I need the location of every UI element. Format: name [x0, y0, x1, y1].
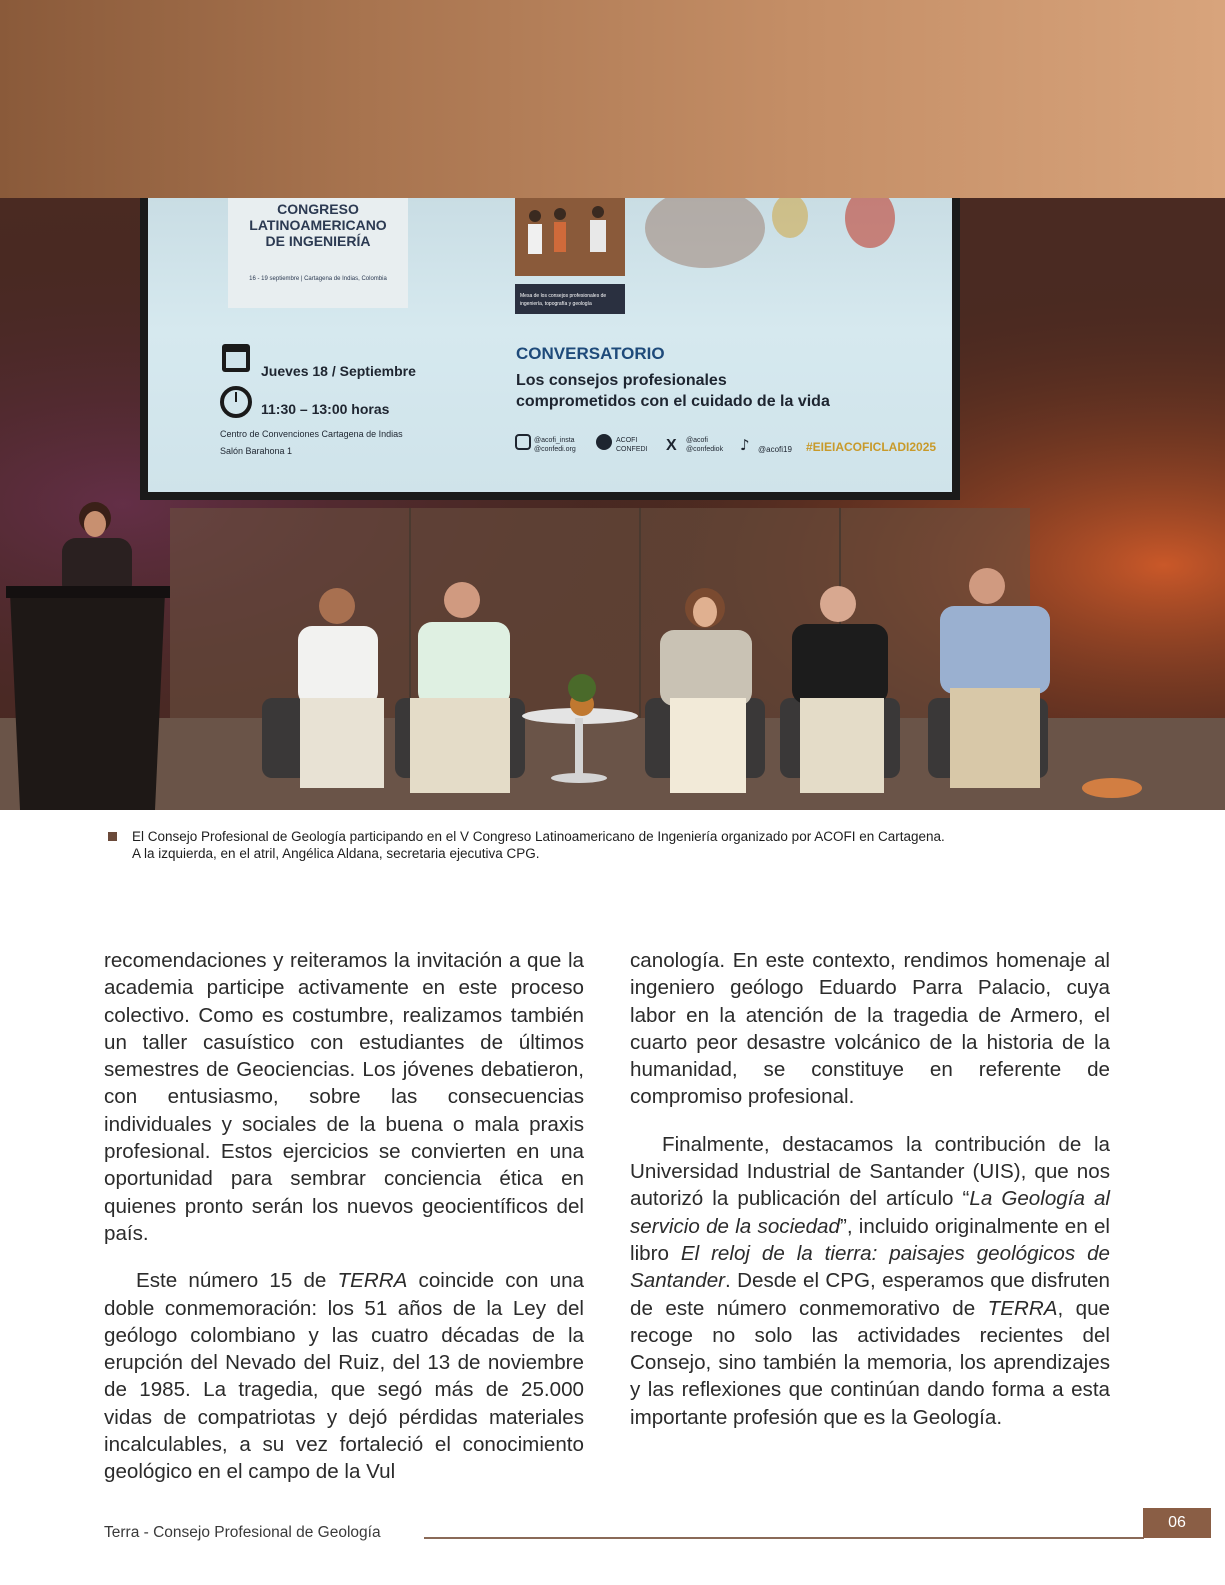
- caption-line-2: A la izquierda, en el atril, Angélica Aldana, secretaria ejecutiva CPG.: [132, 846, 540, 861]
- right-paragraph-1: canología. En este contexto, rendimos homenaje al ingeniero geólogo Eduardo Parra Palacio, cuya labor en la atención de la tragedia de Armero, el cuarto peor desastre volcánico de la historia de la humanidad, se constituye en referente de compromiso profesional.: [630, 949, 1110, 1109]
- left-p2-italic: TERRA: [337, 1269, 408, 1293]
- left-paragraph-2: [104, 1267, 584, 1485]
- event-photo-illustration: [0, 198, 1225, 810]
- screen-mesa-text-1: Mesa de los consejos profesionales de: [520, 293, 607, 299]
- screen-social-x-1: @acofi: [686, 437, 708, 444]
- screen-date-line: Jueves 18 / Septiembre: [261, 363, 416, 379]
- decorative-top-band: [0, 0, 1225, 198]
- caption-bullet-icon: [108, 832, 117, 841]
- event-photo: [0, 198, 1225, 810]
- screen-congress-title-3: DE INGENIERÍA: [265, 233, 371, 249]
- screen-venue-line-1: Centro de Convenciones Cartagena de Indias: [220, 429, 403, 439]
- right-p2-text-c: . Desde el CPG, esperamos que disfruten de este número conmemorativo de: [630, 1269, 1110, 1320]
- right-column: [630, 947, 1110, 1451]
- screen-social-tiktok: @acofi19: [758, 445, 792, 454]
- right-p2-italic-3: TERRA: [987, 1296, 1058, 1320]
- footer-rule: [424, 1537, 1144, 1539]
- screen-subtitle-2: comprometidos con el cuidado de la vida: [516, 393, 830, 410]
- right-p2-text-a: Finalmente, destacamos la contribución de la Universidad Industrial de Santander (UIS), que nos autorizó la publicación del artículo “: [630, 1132, 1110, 1211]
- left-paragraph-1: recomendaciones y reiteramos la invitación a que la academia participe activamente en este proceso colectivo. Como es costumbre, realizamos también un taller casuístico con estudiantes de últimos semestres de Geociencias. Los jóvenes debatieron, con entusiasmo, sobre las consecuencias individuales y sociales de la buena o mala praxis profesional. Estos ejercicios se convierten en una oportunidad para sembrar conciencia ética en quienes pronto serán los nuevos geocientíficos del país.: [104, 949, 584, 1245]
- screen-congress-title-1: CONGRESO: [277, 201, 359, 217]
- screen-subtitle-1: Los consejos profesionales: [516, 372, 727, 389]
- screen-social-fb-1: ACOFI: [616, 437, 638, 444]
- screen-mesa-text-2: ingeniería, topografía y geología: [520, 301, 592, 307]
- screen-time-line: 11:30 – 13:00 horas: [261, 401, 390, 417]
- screen-hashtag: #EIEIACOFICLADI2025: [806, 440, 937, 454]
- right-p2-text-b: ”, incluido originalmente en el libro: [630, 1214, 1110, 1265]
- left-p2-text-b: coincide con una doble conmemoración: los 51 años de la Ley del geólogo colombiano y las cuatro décadas de la erupción del Nevado del Ruiz, del 13 de noviembre de 1985. La tragedia, que segó más de 25.000 vidas de compatriotas y dejó pérdidas materiales incalculables, a su vez fortaleció el conocimiento geológico en el campo de la Vul: [104, 1269, 584, 1484]
- x-icon: X: [666, 437, 677, 454]
- screen-congress-dates: 16 - 19 septiembre | Cartagena de Indias, Colombia: [249, 276, 387, 282]
- tiktok-icon: ♪: [740, 436, 750, 454]
- screen-social-x-2: @confediok: [686, 446, 724, 453]
- right-p2-italic-2: El reloj de la tierra: paisajes geológicos de Santander: [630, 1241, 1111, 1293]
- right-p2-italic-1: La Geología al servicio de la sociedad: [630, 1187, 1110, 1238]
- photo-caption: [108, 828, 1108, 862]
- screen-social-insta-1: @acofi_insta: [534, 437, 575, 444]
- right-p2-text-d: , que recoge no solo las actividades recientes del Consejo, sino también la memoria, los aprendizajes y las reflexiones que continúan dando forma a esta importante profesión que es la Geología.: [630, 1296, 1110, 1429]
- facebook-icon: [596, 434, 612, 450]
- right-paragraph-2: [630, 1131, 1110, 1431]
- left-column: [104, 947, 584, 1506]
- screen-conversatorio: CONVERSATORIO: [516, 344, 665, 363]
- page-number-badge: 06: [1143, 1508, 1211, 1538]
- caption-line-1: El Consejo Profesional de Geología participando en el V Congreso Latinoamericano de Ingeniería organizado por ACOFI en Cartagena.: [132, 829, 945, 844]
- screen-congress-title-2: LATINOAMERICANO: [249, 217, 387, 233]
- left-p2-text-a: Este número 15 de: [136, 1269, 338, 1293]
- screen-social-insta-2: @confedi.org: [534, 446, 576, 453]
- screen-social-fb-2: CONFEDI: [616, 446, 648, 453]
- podium: [10, 593, 165, 810]
- footer-publication-name: Terra - Consejo Profesional de Geología: [104, 1524, 381, 1541]
- screen-venue-line-2: Salón Barahona 1: [220, 446, 293, 456]
